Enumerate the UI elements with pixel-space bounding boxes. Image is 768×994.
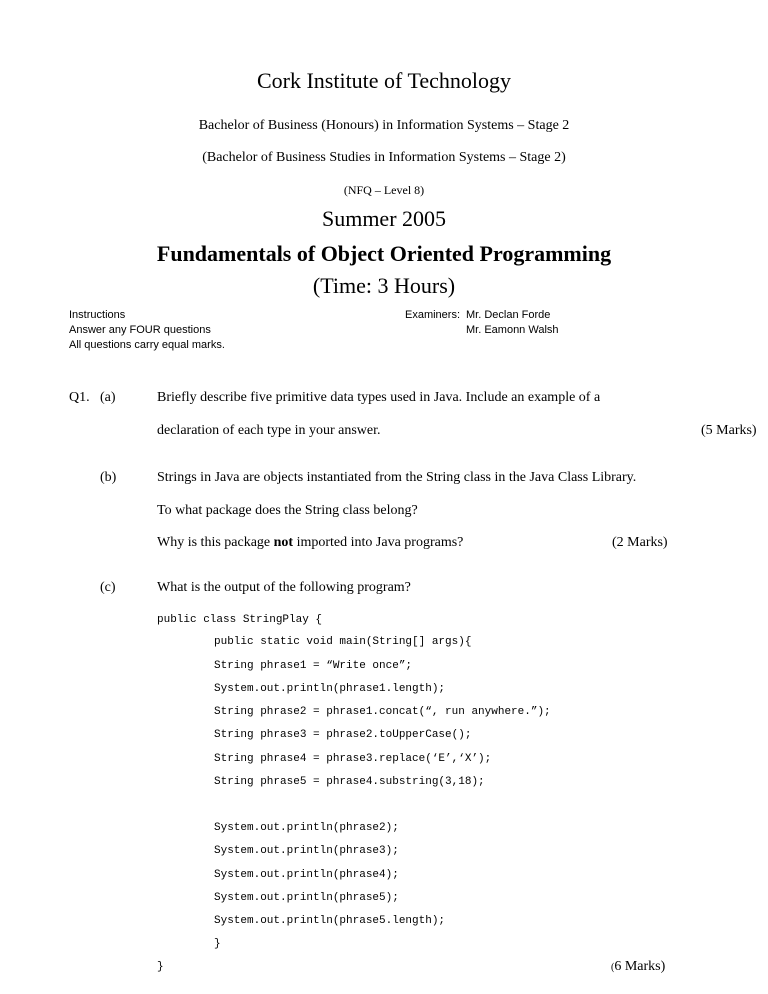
part-b-text-line3 [157,535,463,551]
subject-title: Fundamentals of Object Oriented Programming [156,241,612,266]
instructions-line: Answer any FOUR questions [69,324,211,336]
question-number: Q1. [69,390,90,405]
code-line: String phrase2 = phrase1.concat(“, run anywhere.”); [214,706,551,718]
part-c-marks [611,957,665,975]
part-c-label: (c) [100,580,116,595]
examiner-name: Mr. Eamonn Walsh [466,324,559,336]
part-c-question: What is the output of the following program? [157,580,411,595]
part-a-label: (a) [100,390,116,405]
code-line: System.out.println(phrase1.length); [214,683,446,695]
code-line: System.out.println(phrase2); [214,822,399,834]
instructions-title: Instructions [69,309,126,321]
part-b-text-line2: To what package does the String class belong? [157,503,418,518]
instructions-block [69,308,225,353]
part-b-marks: (2 Marks) [612,535,668,550]
exam-session: Summer 2005 [321,206,447,231]
part-a-marks: (5 Marks) [701,423,757,438]
examiners-label: Examiners: [405,309,461,321]
code-line: String phrase1 = “Write once”; [214,660,413,672]
part-b-text-post: imported into Java programs? [293,535,464,550]
part-c-marks-paren: ( [611,962,615,973]
exam-duration: (Time: 3 Hours) [312,273,456,298]
part-b-text-line1: Strings in Java are objects instantiated from the String class in the Java Class Library. [157,470,637,485]
part-c-marks-text: 6 Marks) [614,959,666,974]
code-line: } [214,938,221,950]
code-line: String phrase5 = phrase4.substring(3,18); [214,776,485,788]
code-line: System.out.println(phrase5.length); [214,915,446,927]
part-a-text-line1: Briefly describe five primitive data types used in Java. Include an example of a [157,390,601,405]
nfq-level: (NFQ – Level 8) [343,183,425,197]
code-line: public class StringPlay { [157,614,323,626]
code-line: String phrase4 = phrase3.replace(‘E’,‘X’); [214,753,492,765]
part-b-text-pre: Why is this package [157,535,274,550]
code-line: String phrase3 = phrase2.toUpperCase(); [214,729,472,741]
code-line: System.out.println(phrase5); [214,892,399,904]
programme-subtitle: (Bachelor of Business Studies in Information Systems – Stage 2) [202,150,566,165]
programme-title: Bachelor of Business (Honours) in Information Systems – Stage 2 [198,118,570,133]
code-line: public static void main(String[] args){ [214,636,472,648]
institution-title: Cork Institute of Technology [256,68,512,93]
code-line: System.out.println(phrase4); [214,869,399,881]
examiner-list [466,308,559,338]
part-b-emphasis: not [273,535,294,550]
code-line: System.out.println(phrase3); [214,845,399,857]
part-b-label: (b) [100,470,117,485]
code-line: } [157,961,164,973]
part-a-text-line2: declaration of each type in your answer. [157,423,381,438]
instructions-line: All questions carry equal marks. [69,339,225,351]
examiner-name: Mr. Declan Forde [466,309,551,321]
